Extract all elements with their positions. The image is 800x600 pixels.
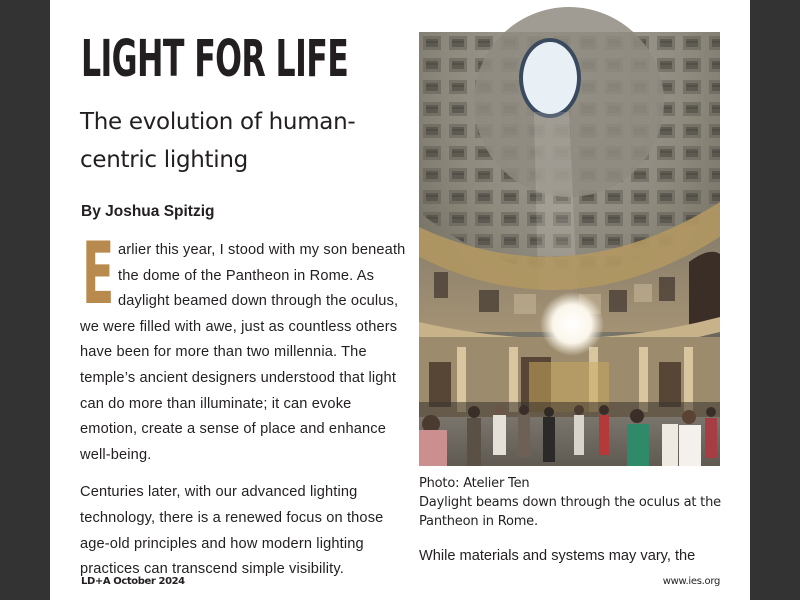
article-title: LIGHT FOR LIFE [81, 30, 349, 89]
magazine-page [50, 0, 750, 600]
paragraph-2: Centuries later, with our advanced lighting technology, there is a renewed focus on those age-old principles and how modern lighting practices can transcend simple visibility. [80, 484, 384, 578]
paragraph-1 [80, 224, 410, 468]
pantheon-photo [419, 32, 720, 466]
paragraph-1-text: arlier this year, I stood with my son beneath the dome of the Pantheon in Rome. As daylight beamed down through the oculus, we were filled with awe, just as countless others have been for more than two millennia. The temple’s ancient designers understood that light can do more than illuminate; it can evoke emotion, create a sense of place and enhance well-being. [80, 242, 406, 463]
photo-caption-block [419, 474, 729, 531]
drop-cap: E [82, 224, 115, 324]
article-body-column [80, 224, 410, 595]
footer-website: www.ies.org [662, 576, 720, 587]
article-byline: By Joshua Spitzig [81, 203, 215, 220]
article-subtitle: The evolution of human-centric lighting [80, 109, 356, 173]
footer-publication: LD+A October 2024 [81, 576, 185, 587]
photo-caption: Daylight beams down through the oculus at the Pantheon in Rome. [419, 495, 721, 529]
pantheon-dome-image [419, 32, 720, 466]
column-2-cut-off-text [419, 548, 720, 568]
column-2-first-line: While materials and systems may vary, the [419, 548, 696, 564]
photo-credit: Photo: Atelier Ten [419, 476, 530, 491]
